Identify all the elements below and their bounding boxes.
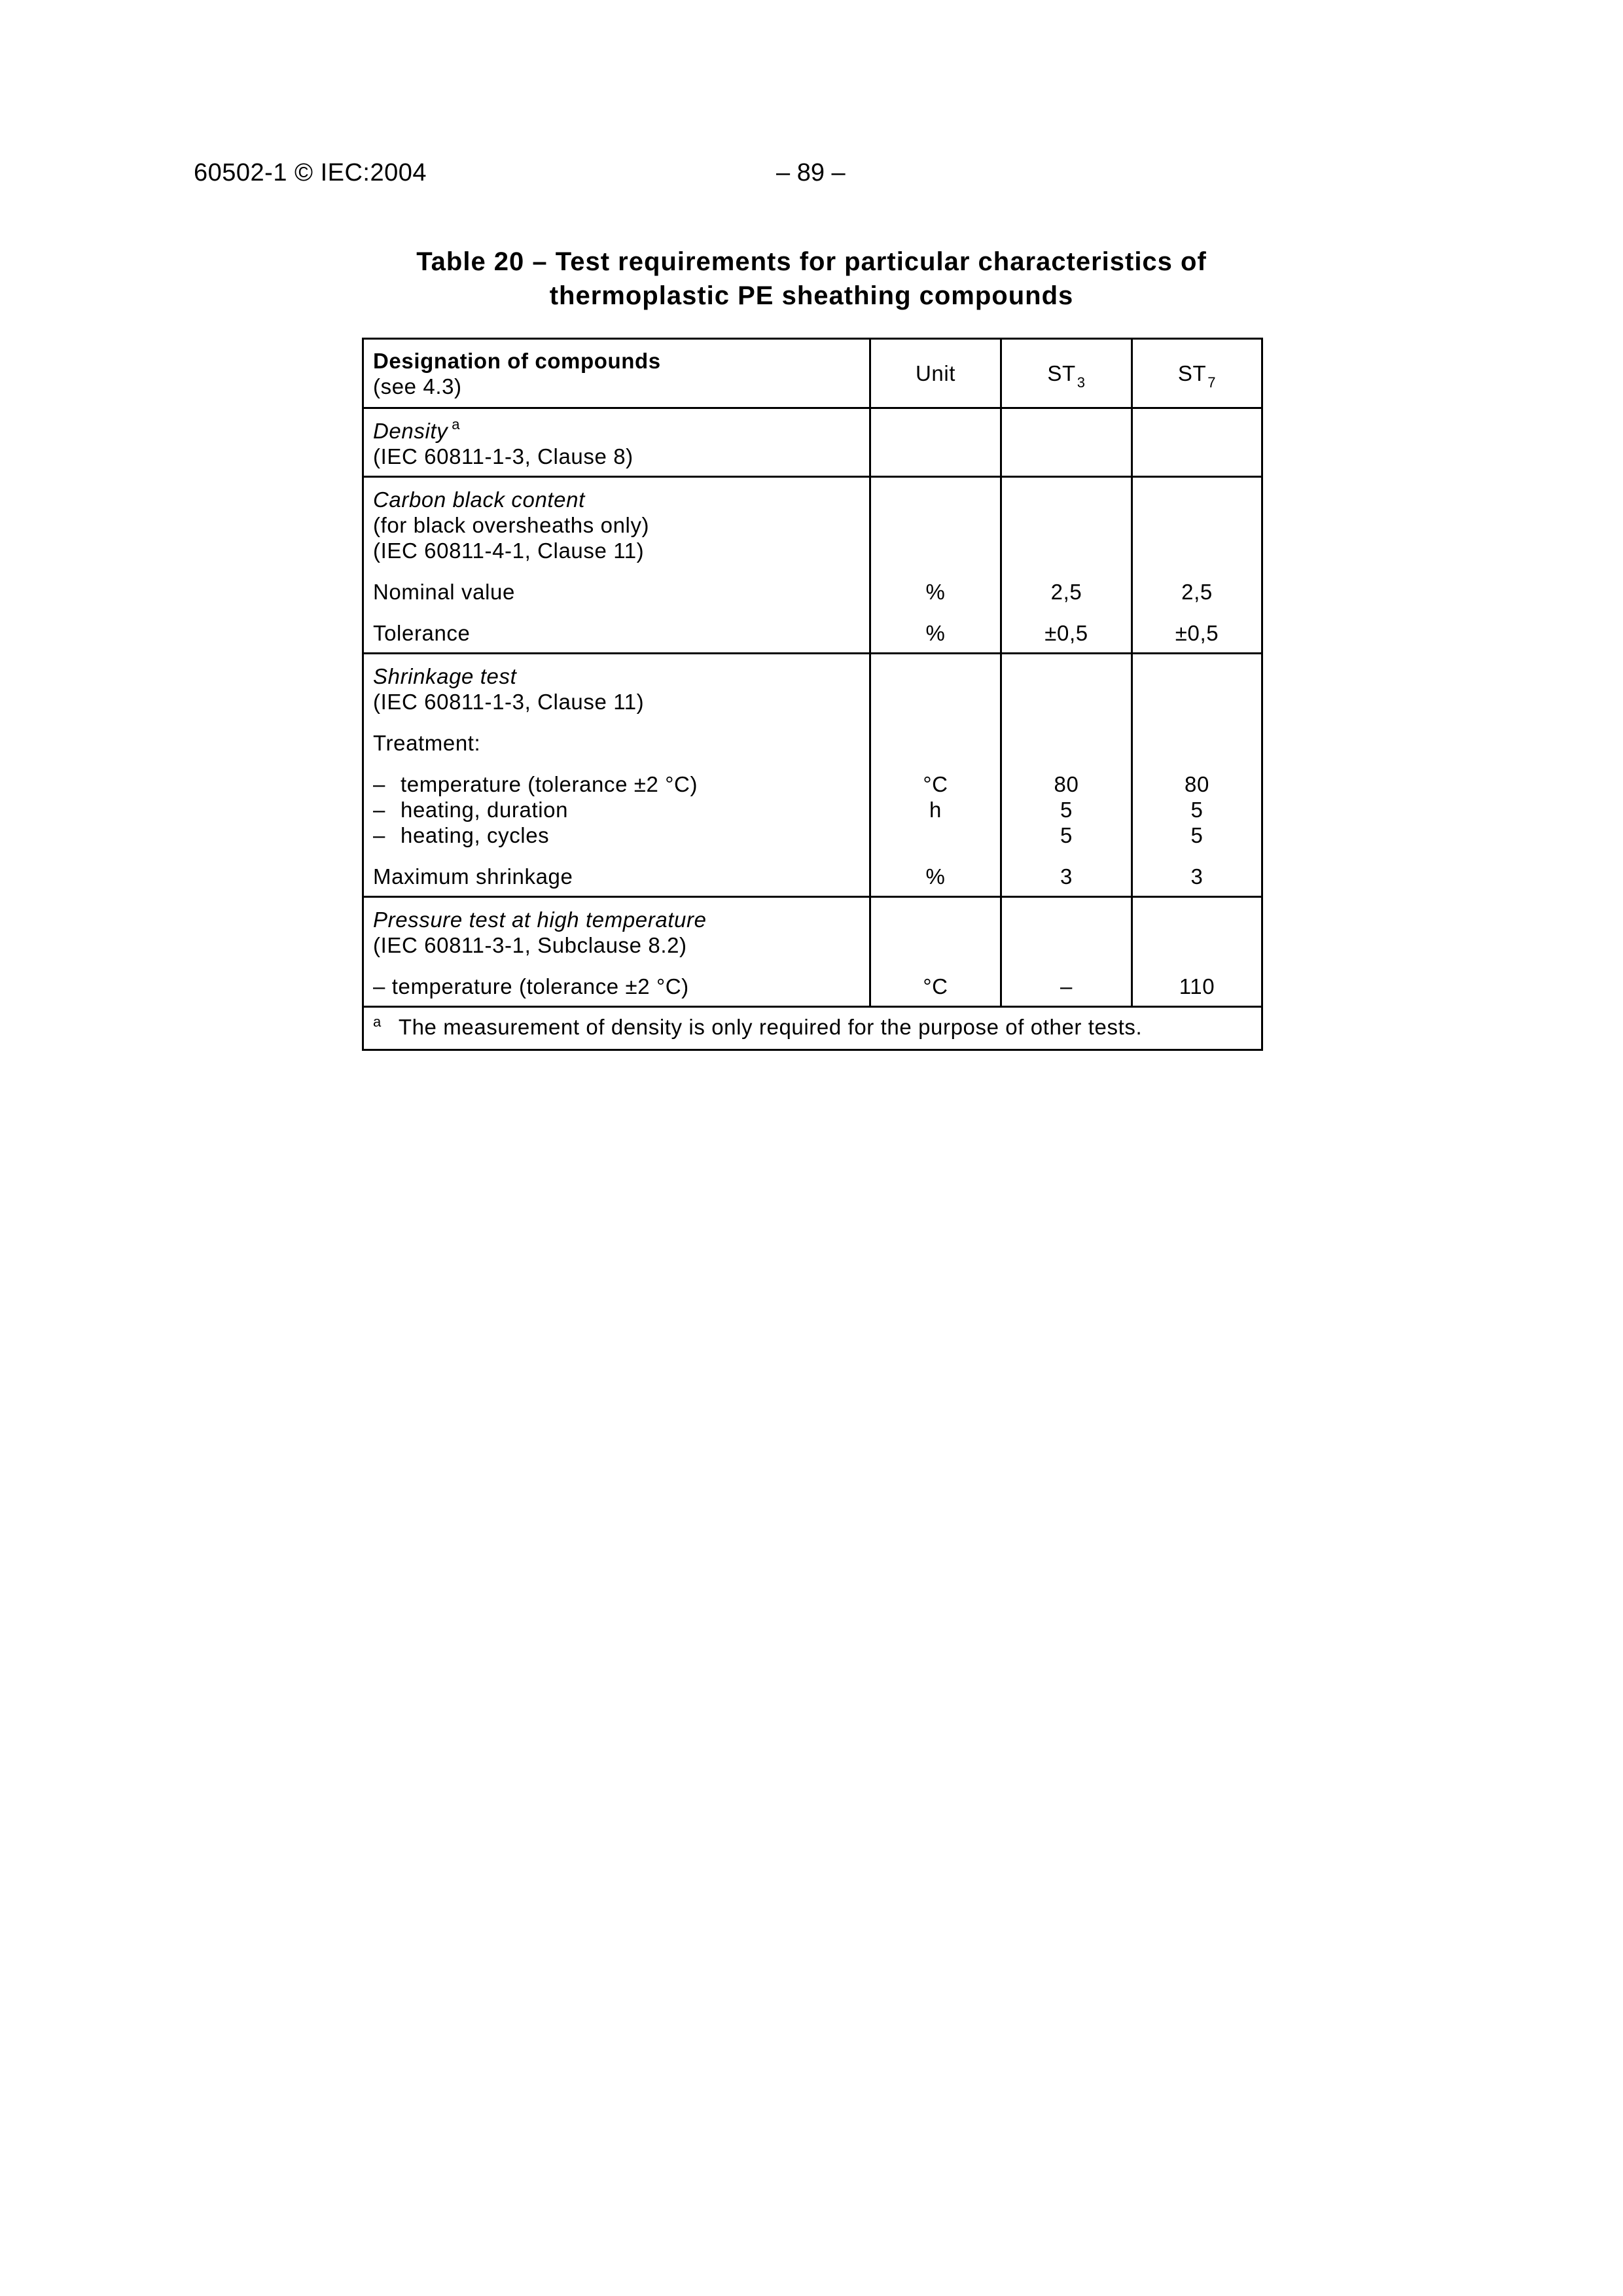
shrinkage-row [363,654,1262,897]
header-st3 [1001,339,1132,408]
table-title-line-2: thermoplastic PE sheathing compounds [549,281,1074,310]
table-title [353,245,1270,313]
header-st3-base: ST [1047,361,1076,385]
requirements-table [362,338,1263,1051]
page-header [194,157,855,188]
shrinkage-unit-cell [870,654,1001,897]
shrinkage-temperature-unit: °C [923,772,948,796]
heating-cycles-label: heating, cycles [401,823,550,847]
shrinkage-temperature-st3: 80 [1054,772,1079,796]
heating-duration-label: heating, duration [401,798,569,822]
maximum-shrinkage-st7: 3 [1190,864,1204,889]
tolerance-st3: ±0,5 [1044,621,1088,645]
heating-duration-st3: 5 [1060,798,1073,822]
pressure-st7-cell [1132,897,1262,1007]
shrinkage-label-cell [363,654,870,897]
header-unit [870,339,1001,408]
maximum-shrinkage-unit: % [925,864,946,889]
shrinkage-temperature-st7: 80 [1185,772,1209,796]
temperature-dash: – [373,772,385,796]
nominal-value-label: Nominal value [373,580,515,604]
carbon-black-st3-cell [1001,477,1132,654]
pressure-st3-cell [1001,897,1132,1007]
pressure-temperature-st3: – [1060,974,1073,998]
header-designation-ref: (see 4.3) [373,374,462,398]
shrinkage-title: Shrinkage test [373,664,517,688]
header-unit-label: Unit [915,361,956,385]
header-designation-cell [363,339,870,408]
footnote-cell [363,1007,1262,1050]
pressure-row [363,897,1262,1007]
pressure-temperature-st7: 110 [1179,974,1215,998]
shrinkage-st3-cell [1001,654,1132,897]
density-label-cell [363,408,870,477]
treatment-label: Treatment: [373,731,481,755]
header-designation: Designation of compounds [373,348,661,373]
carbon-black-row [363,477,1262,654]
carbon-black-unit-cell [870,477,1001,654]
heating-cycles-st7: 5 [1190,823,1204,847]
tolerance-unit: % [925,621,946,645]
duration-dash: – [373,798,385,822]
pressure-temperature-label: – temperature (tolerance ±2 °C) [373,974,689,998]
header-st7-base: ST [1177,361,1207,385]
heating-cycles-st3: 5 [1060,823,1073,847]
header-st3-subscript: 3 [1077,374,1086,391]
maximum-shrinkage-st3: 3 [1060,864,1073,889]
tolerance-st7: ±0,5 [1175,621,1219,645]
header-st7 [1132,339,1262,408]
nominal-value-unit: % [925,580,946,604]
pressure-title: Pressure test at high temperature [373,908,707,932]
footnote-row [363,1007,1262,1050]
shrinkage-st7-cell [1132,654,1262,897]
carbon-black-note: (for black oversheaths only) [373,513,650,537]
table-header-row [363,339,1262,408]
nominal-value-st3: 2,5 [1050,580,1082,604]
table-title-line-1: Table 20 – Test requirements for particular characteristics of [416,247,1207,276]
footnote-mark: a [373,1014,382,1030]
document-id: 60502-1 © IEC:2004 [194,159,427,186]
density-title: Density [373,419,448,443]
maximum-shrinkage-label: Maximum shrinkage [373,864,573,889]
carbon-black-title: Carbon black content [373,487,585,512]
carbon-black-label-cell [363,477,870,654]
pressure-temperature-unit: °C [923,974,948,998]
heating-duration-st7: 5 [1190,798,1204,822]
density-unit-cell [870,408,1001,477]
pressure-label-cell [363,897,870,1007]
nominal-value-st7: 2,5 [1181,580,1213,604]
page-number: – 89 – [776,159,846,186]
density-footnote-mark: a [452,416,461,433]
footnote-text: The measurement of density is only required for the purpose of other tests. [398,1015,1143,1039]
cycles-dash: – [373,823,385,847]
density-row [363,408,1262,477]
carbon-black-ref: (IEC 60811-4-1, Clause 11) [373,539,645,563]
density-ref: (IEC 60811-1-3, Clause 8) [373,444,633,468]
header-st7-subscript: 7 [1207,374,1217,391]
density-st3-cell [1001,408,1132,477]
tolerance-label: Tolerance [373,621,471,645]
density-st7-cell [1132,408,1262,477]
heating-duration-unit: h [929,798,942,822]
shrinkage-temperature-label: temperature (tolerance ±2 °C) [401,772,698,796]
pressure-unit-cell [870,897,1001,1007]
pressure-ref: (IEC 60811-3-1, Subclause 8.2) [373,933,687,957]
carbon-black-st7-cell [1132,477,1262,654]
shrinkage-ref: (IEC 60811-1-3, Clause 11) [373,690,645,714]
